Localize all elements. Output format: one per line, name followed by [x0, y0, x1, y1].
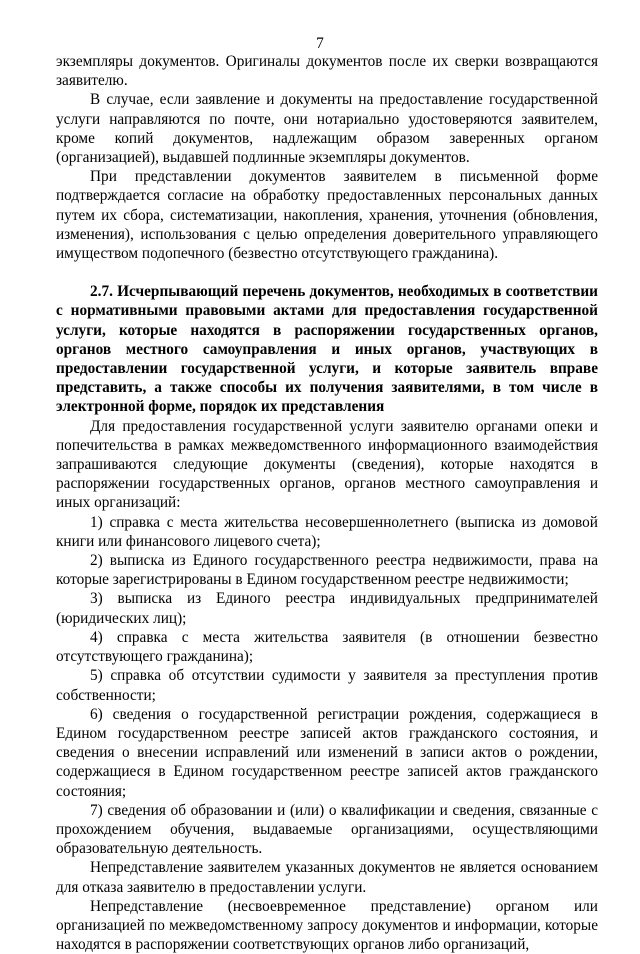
- paragraph-interagency-request: Непредставление (несвоевременное представление) органом или организацией по межведомственному запросу документов и информации, которые находятся в распоряжении соответствующих органов либо организаций,: [56, 897, 598, 954]
- list-item: 2) выписка из Единого государственного реестра недвижимости, права на которые зарегистрированы в Едином государственном реестре недвижимости;: [56, 552, 598, 589]
- list-item: 6) сведения о государственной регистрации рождения, содержащиеся в Едином государственном реестре записей актов гражданского состояния, и сведения о внесении исправлений или изменений в записи актов о рождении, содержащиеся в Едином государственном реестре записей актов гражданского состояния;: [56, 705, 598, 800]
- section-heading-2-7: 2.7. Исчерпывающий перечень документов, необходимых в соответствии с нормативными правовыми актами для предоставления государственной услуги, которые находятся в распоряжении государственных органов, органов местного самоуправления и иных органов, участвующих в предоставлении государственной услуги, и которые заявитель вправе представить, а также способы их получения заявителями, в том числе в электронной форме, порядок их представления: [56, 283, 598, 416]
- list-item: 3) выписка из Единого реестра индивидуальных предпринимателей (юридических лиц);: [56, 590, 598, 627]
- paragraph-personal-data-consent: При представлении документов заявителем в письменной форме подтверждается согласие на обработку предоставленных персональных данных путем их сбора, систематизации, накопления, хранения, уточнения (обновления, изменения), использования с целью определения доверительного управляющего имуществом подопечного (безвестно отсутствующего гражданина).: [56, 168, 598, 263]
- list-item: 1) справка с места жительства несовершеннолетнего (выписка из домовой книги или финансового лицевого счета);: [56, 513, 598, 550]
- list-item: 4) справка с места жительства заявителя (в отношении безвестно отсутствующего гражданина);: [56, 628, 598, 666]
- section-intro: Для предоставления государственной услуги заявителю органами опеки и попечительства в рамках межведомственного информационного взаимодействия запрашиваются следующие документы (сведения), которые находятся в распоряжении государственных органов, органов местного самоуправления и иных организаций:: [56, 417, 598, 512]
- paragraph-postal-submission: В случае, если заявление и документы на предоставление государственной услуги направляются по почте, они нотариально удостоверяются заявителем, кроме копий документов, надлежащим образом заверенных органом (организацией), выдавшей подлинные экземпляры документов.: [56, 91, 598, 167]
- list-item: 5) справка об отсутствии судимости у заявителя за преступления против собственности;: [56, 667, 598, 704]
- paragraph-continuation: экземпляры документов. Оригиналы документов после их сверки возвращаются заявителю.: [56, 53, 598, 90]
- page-number: 7: [316, 35, 324, 52]
- list-item: 7) сведения об образовании и (или) о квалификации и сведения, связанные с прохождением обучения, выдаваемые организациями, осуществляющими образовательную деятельность.: [56, 801, 598, 858]
- document-body: [56, 52, 598, 954]
- paragraph-non-submission: Непредставление заявителем указанных документов не является основанием для отказа заявителю в предоставлении услуги.: [56, 859, 598, 896]
